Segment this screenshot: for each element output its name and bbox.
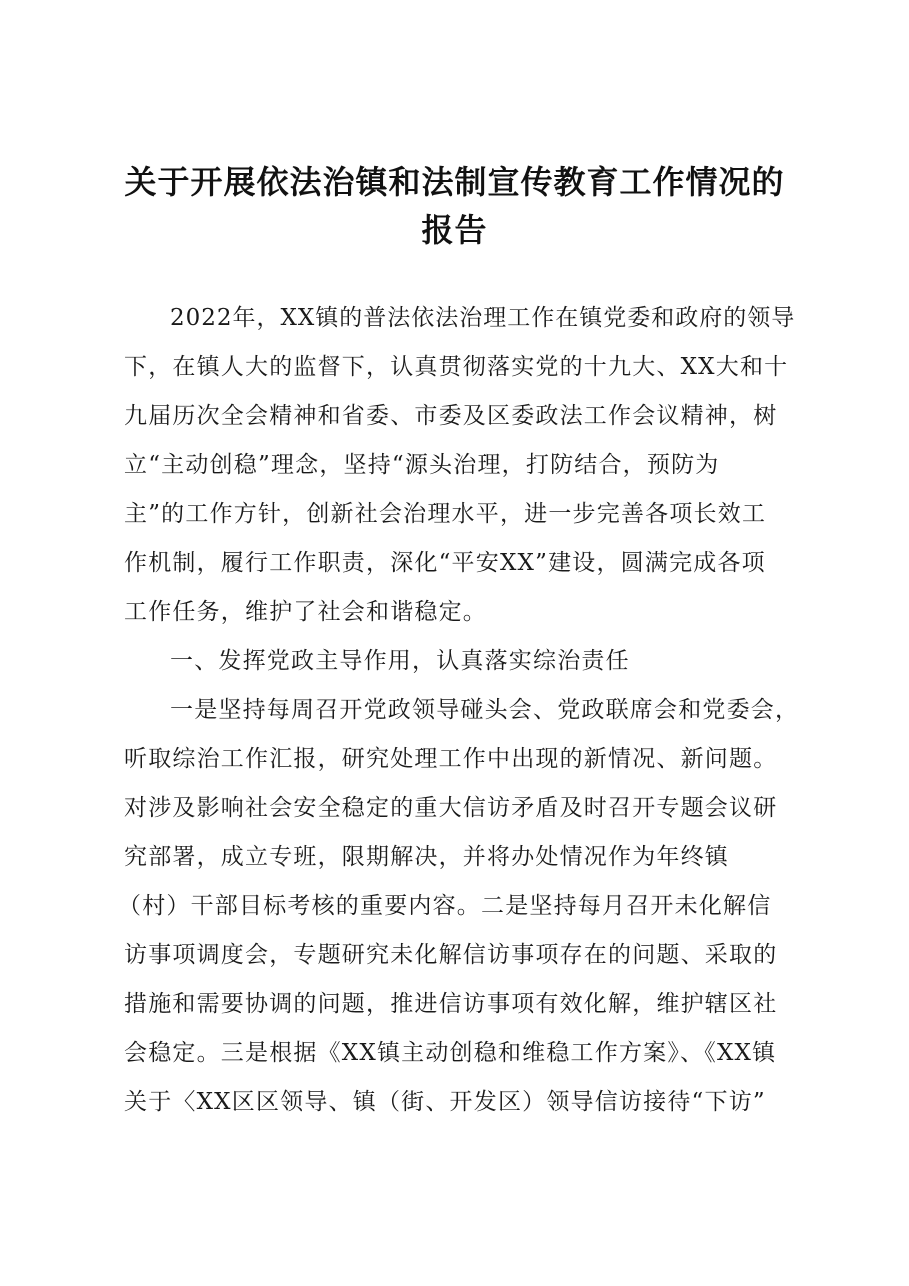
paragraph-line: 立“主动创稳”理念，坚持“源头治理，打防结合，预防为: [124, 452, 720, 478]
paragraph-line: 措施和需要协调的问题，推进信访事项有效化解，维护辖区社: [124, 991, 778, 1017]
paragraph-line: 工作任务，维护了社会和谐稳定。: [124, 599, 487, 625]
paragraph-line: 访事项调度会，专题研究未化解信访事项存在的问题、采取的: [124, 942, 778, 968]
paragraph-line: 主”的工作方针，创新社会治理水平，进一步完善各项长效工: [124, 501, 767, 527]
paragraph-line: 一是坚持每周召开党政领导碰头会、党政联席会和党委会，: [170, 697, 800, 723]
title-line-2: 报告: [421, 211, 488, 249]
section-heading: 一、发挥党政主导作用，认真落实综治责任: [170, 648, 630, 674]
paragraph-line: 究部署，成立专班，限期解决，并将办处情况作为年终镇: [124, 844, 729, 870]
paragraph-line: 关于〈XX区区领导、镇（街、开发区）领导信访接待“下访”: [124, 1089, 766, 1115]
paragraph-line: 九届历次全会精神和省委、市委及区委政法工作会议精神，树: [124, 403, 778, 429]
paragraph-line: 作机制，履行工作职责，深化“平安XX”建设，圆满完成各项: [124, 550, 766, 576]
paragraph-line: 会稳定。三是根据《XX镇主动创稳和维稳工作方案》、《XX镇: [124, 1040, 777, 1066]
title-line-1: 关于开展依法治镇和法制宣传教育工作情况的: [124, 163, 785, 201]
paragraph-line: 听取综治工作汇报，研究处理工作中出现的新情况、新问题。: [124, 746, 778, 772]
paragraph-line: 对涉及影响社会安全稳定的重大信访矛盾及时召开专题会议研: [124, 795, 778, 821]
paragraph-line: 下，在镇人大的监督下，认真贯彻落实党的十九大、XX大和十: [124, 354, 789, 380]
document-title: [100, 158, 809, 254]
paragraph-line: （村）干部目标考核的重要内容。二是坚持每月召开未化解信: [118, 893, 772, 919]
paragraph-line: 2022年，XX镇的普法依法治理工作在镇党委和政府的领导: [170, 305, 796, 331]
